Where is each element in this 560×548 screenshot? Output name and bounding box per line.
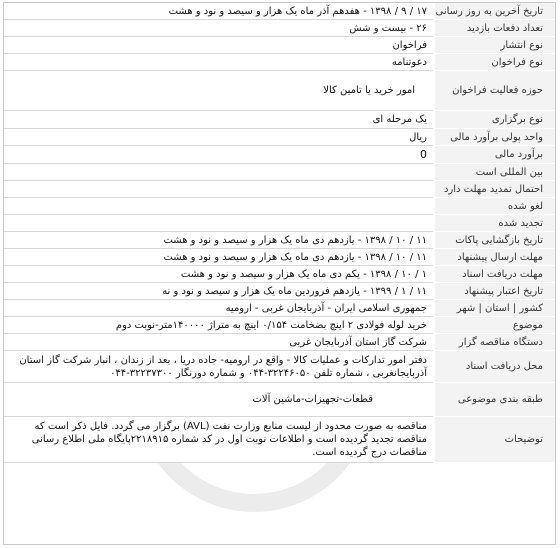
label-activity-area: حوزه فعالیت فراخوان (435, 71, 555, 111)
value-subject: خرید لوله فولادی ۲ اینچ بضخامت ۰/۱۵۴ اینچ به متراژ ۱۴۰۰۰۰متر-نوبت دوم (4, 317, 433, 334)
row-call-type (4, 54, 555, 71)
value-description: مناقصه به صورت محدود از لیست منابع وزارت نفت (AVL) برگزار می گردد. فایل ذکر است که مناقصه تجدید گردیده است و اطلاعات نوبت اول در کد شماره ۲۲۱۸۹۱۵پایگاه ملی اطلاع رسانی مناقصات درج گردیده است. (4, 417, 433, 463)
row-international (4, 164, 555, 181)
label-opening-date: تاریخ بازگشایی پاکات (435, 232, 555, 249)
label-validity-date: تاریخ اعتبار پیشنهاد (435, 283, 555, 300)
label-call-type: نوع فراخوان (435, 54, 555, 71)
value-extension (4, 181, 433, 198)
value-visit-count: ۲۶ - بیست و شش (4, 20, 433, 37)
row-opening-date (4, 232, 555, 249)
tender-details-table (3, 2, 556, 545)
value-validity-date: ۱۱ / ۱ / ۱۳۹۹ - یازدهم فروردین ماه یک هزار و سیصد و نود و نه (4, 283, 433, 300)
row-last-update (4, 3, 555, 20)
row-description (4, 417, 555, 463)
label-cancelled: لغو شده (435, 198, 555, 215)
row-submit-deadline (4, 249, 555, 266)
row-docs-place (4, 351, 555, 383)
label-international: بین المللی است (435, 164, 555, 181)
value-holding-type: یک مرحله ای (4, 111, 433, 129)
label-docs-deadline: مهلت دریافت اسناد (435, 266, 555, 283)
label-category: طبقه بندی موضوعی (435, 383, 555, 417)
row-cancelled (4, 198, 555, 215)
value-location: جمهوری اسلامی ایران - آذربایجان غربی - ارومیه (4, 300, 433, 317)
value-activity-area: امور خرید یا تامین کالا (4, 71, 433, 111)
row-category (4, 383, 555, 417)
row-estimate (4, 146, 555, 164)
row-docs-deadline (4, 266, 555, 283)
value-renewed (4, 215, 433, 232)
label-location: کشور | استان | شهر (435, 300, 555, 317)
value-currency: ریال (4, 129, 433, 146)
row-publish-type (4, 37, 555, 54)
label-organizer: دستگاه مناقصه گزار (435, 334, 555, 351)
row-visit-count (4, 20, 555, 37)
value-international (4, 164, 433, 181)
row-extension (4, 181, 555, 198)
row-organizer (4, 334, 555, 351)
label-docs-place: محل دریافت اسناد (435, 351, 555, 383)
value-call-type: دعوتنامه (4, 54, 433, 71)
value-organizer: شرکت گاز استان آذربایجان غربی (4, 334, 433, 351)
row-currency (4, 129, 555, 146)
label-renewed: تجدید شده (435, 215, 555, 232)
label-holding-type: نوع برگزاری (435, 111, 555, 129)
row-renewed (4, 215, 555, 232)
value-estimate: 0 (4, 146, 433, 164)
label-subject: موضوع (435, 317, 555, 334)
label-estimate: برآورد مالی (435, 146, 555, 164)
label-extension: احتمال تمدید مهلت دارد (435, 181, 555, 198)
row-activity-area (4, 71, 555, 111)
row-validity-date (4, 283, 555, 300)
label-description: توضیحات (435, 417, 555, 463)
value-publish-type: فراخوان (4, 37, 433, 54)
value-cancelled (4, 198, 433, 215)
label-submit-deadline: مهلت ارسال پیشنهاد (435, 249, 555, 266)
label-visit-count: تعداد دفعات بازدید (435, 20, 555, 37)
value-opening-date: ۱۱ / ۱۰ / ۱۳۹۸ - یازدهم دی ماه یک هزار و سیصد و نود و هشت (4, 232, 433, 249)
row-location (4, 300, 555, 317)
row-holding-type (4, 111, 555, 129)
value-category: قطعات-تجهیزات-ماشین آلات (4, 383, 433, 417)
label-currency: واحد پولی برآورد مالی (435, 129, 555, 146)
value-docs-place: دفتر امور تدارکات و عملیات کالا - واقع در ارومیه- جاده دریا ، بعد از زندان ، انبار شرکت گاز استان آذربایجانغربی ، شماره تلفن ۳۲۲۴۶۰۵۰-۰۴۴ و شماره دورنگار ۳۲۲۳۷۳۰۰-۰۴۴ (4, 351, 433, 383)
value-submit-deadline: ۱۱ / ۱۰ / ۱۳۹۸ - یازدهم دی ماه یک هزار و سیصد و نود و هشت (4, 249, 433, 266)
label-publish-type: نوع انتشار (435, 37, 555, 54)
row-subject (4, 317, 555, 334)
label-last-update: تاریخ آخرین به روز رسانی (435, 3, 555, 20)
value-last-update: ۱۷ / ۹ / ۱۳۹۸ - هفدهم آذر ماه یک هزار و سیصد و نود و هشت (4, 3, 433, 20)
value-docs-deadline: ۱ / ۱۰ / ۱۳۹۸ - یکم دی ماه یک هزار و سیصد و نود و هشت (4, 266, 433, 283)
